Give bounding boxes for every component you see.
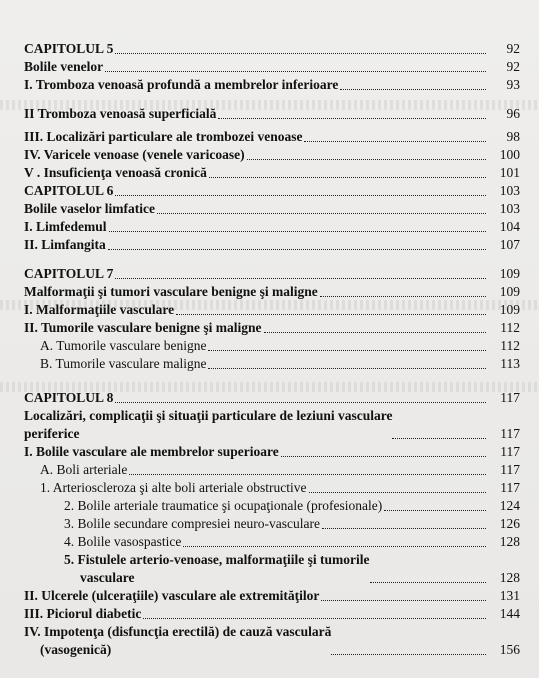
toc-entry-section	[24, 218, 520, 236]
toc-page-number: 92	[506, 41, 520, 56]
dot-leader	[129, 474, 486, 475]
toc-entry-label: II. Limfangita	[24, 237, 106, 252]
toc-entry-label	[24, 551, 370, 587]
toc-entry-label: B. Tumorile vasculare maligne	[40, 356, 207, 371]
toc-page-number: 131	[499, 588, 520, 603]
toc-page-number: 112	[500, 320, 520, 335]
toc-entry-label: II. Tumorile vasculare benigne şi maligne	[24, 320, 262, 335]
toc-page-number: 100	[499, 147, 520, 162]
dot-leader	[183, 546, 486, 547]
toc-entry-label: I. Limfedemul	[24, 219, 107, 234]
toc-entry-label: Bolile vaselor limfatice	[24, 201, 155, 216]
toc-page-number: 101	[499, 165, 520, 180]
toc-entry-label: 1. Arterioscleroza şi alte boli arteriale obstructive	[40, 480, 307, 495]
toc-entry-section	[24, 76, 520, 94]
toc-page-number: 109	[499, 266, 520, 281]
toc-entry-label: 2. Bolile arteriale traumatice şi ocupaţionale (profesionale)	[64, 498, 383, 513]
toc-entry-chapter-title	[24, 200, 520, 218]
toc-page-number: 128	[499, 570, 520, 585]
toc-entry-subsection	[24, 479, 520, 497]
toc-entry-label: A. Tumorile vasculare benigne	[40, 338, 207, 353]
toc-entry-label: I. Bolile vasculare ale membrelor superioare	[24, 444, 279, 459]
toc-entry-section	[24, 301, 520, 319]
dot-leader	[384, 510, 486, 511]
toc-entry-label: IV. Varicele venoase (venele varicoase)	[24, 147, 245, 162]
toc-entry-label-line2: vasculare	[80, 570, 135, 585]
dot-leader	[105, 71, 486, 72]
toc-entry-chapter	[24, 40, 520, 58]
toc-page-number: 113	[500, 356, 520, 371]
toc-page-number: 126	[499, 516, 520, 531]
dot-leader	[208, 350, 486, 351]
toc-page-number: 96	[506, 106, 520, 121]
dot-leader	[209, 177, 486, 178]
toc-page-number: 112	[500, 338, 520, 353]
dot-leader	[304, 141, 486, 142]
toc-entry-chapter	[24, 389, 520, 407]
dot-leader	[320, 296, 486, 297]
dot-leader	[115, 195, 486, 196]
toc-page-number: 109	[499, 284, 520, 299]
toc-entry-label-line1: IV. Impotenţa (disfuncţia erectilă) de cauză vasculară	[24, 624, 332, 639]
dot-leader	[264, 332, 486, 333]
toc-page-number: 98	[506, 129, 520, 144]
toc-entry-chapter	[24, 265, 520, 283]
dot-leader	[115, 278, 486, 279]
toc-page-number: 92	[506, 59, 520, 74]
dot-leader	[370, 582, 486, 583]
toc-entry-label	[24, 623, 331, 659]
toc-page-number: 107	[499, 237, 520, 252]
toc-entry-label	[24, 407, 392, 443]
toc-page-number: 103	[499, 201, 520, 216]
dot-leader	[115, 53, 486, 54]
toc-entry-label: Malformaţii şi tumori vasculare benigne şi maligne	[24, 284, 318, 299]
toc-entry-section	[24, 605, 520, 623]
toc-entry-label: CAPITOLUL 6	[24, 183, 114, 198]
toc-entry-section	[24, 164, 520, 182]
toc-entry-label-line2: (vasogenică)	[40, 642, 112, 657]
toc-entry-subsubsection	[24, 533, 520, 551]
dot-leader	[218, 118, 486, 119]
dot-leader	[208, 368, 486, 369]
toc-entry-subsubsection	[24, 515, 520, 533]
toc-entry-subsection	[24, 355, 520, 373]
toc-entry-subsection	[24, 337, 520, 355]
toc-entry-subsubsection	[24, 497, 520, 515]
toc-page-number: 124	[499, 498, 520, 513]
toc-entry-section	[24, 128, 520, 146]
toc-entry-label: II. Ulcerele (ulceraţiile) vasculare ale extremităţilor	[24, 588, 320, 603]
table-of-contents	[24, 40, 520, 659]
toc-page-number: 117	[500, 480, 520, 495]
dot-leader	[331, 654, 486, 655]
toc-page-number: 128	[499, 534, 520, 549]
dot-leader	[109, 231, 487, 232]
toc-entry-label-line1: Localizări, complicaţii şi situaţii particulare de leziuni vasculare	[24, 408, 393, 423]
toc-entry-label: III. Piciorul diabetic	[24, 606, 142, 621]
dot-leader	[157, 213, 486, 214]
toc-entry-label: CAPITOLUL 5	[24, 41, 114, 56]
toc-page-number: 109	[499, 302, 520, 317]
toc-entry-section	[24, 587, 520, 605]
toc-entry-chapter-title	[24, 58, 520, 76]
toc-entry-label: CAPITOLUL 7	[24, 266, 114, 281]
toc-entry-section	[24, 443, 520, 461]
toc-entry-label: III. Localizări particulare ale trombozei venoase	[24, 129, 303, 144]
toc-entry-label: 4. Bolile vasospastice	[64, 534, 182, 549]
toc-page-number: 117	[500, 444, 520, 459]
toc-page-number: 103	[499, 183, 520, 198]
toc-entry-section	[24, 319, 520, 337]
dot-leader	[143, 618, 486, 619]
dot-leader	[309, 492, 486, 493]
toc-page-number: 117	[500, 390, 520, 405]
toc-entry-label: V . Insuficienţa venoasă cronică	[24, 165, 207, 180]
toc-page-number: 104	[499, 219, 520, 234]
toc-entry-section	[24, 623, 520, 659]
toc-entry-section	[24, 236, 520, 254]
toc-entry-label: Bolile venelor	[24, 59, 104, 74]
toc-entry-label-line2: periferice	[24, 426, 80, 441]
toc-entry-label-line1: 5. Fistulele arterio-venoase, malformaţiile şi tumorile	[64, 552, 370, 567]
toc-entry-chapter	[24, 182, 520, 200]
dot-leader	[392, 438, 486, 439]
toc-entry-section	[24, 105, 520, 123]
toc-page-number: 117	[500, 426, 520, 441]
toc-page-number: 144	[499, 606, 520, 621]
toc-page-number: 156	[499, 642, 520, 657]
dot-leader	[247, 159, 486, 160]
dot-leader	[281, 456, 486, 457]
toc-entry-section	[24, 146, 520, 164]
dot-leader	[115, 402, 486, 403]
dot-leader	[108, 249, 486, 250]
toc-page-number: 93	[506, 77, 520, 92]
dot-leader	[176, 314, 486, 315]
toc-entry-subsection	[24, 461, 520, 479]
toc-entry-chapter-title	[24, 407, 520, 443]
toc-entry-label: CAPITOLUL 8	[24, 390, 114, 405]
toc-entry-chapter-title	[24, 283, 520, 301]
dot-leader	[322, 528, 486, 529]
toc-entry-label: II Tromboza venoasă superficială	[24, 106, 217, 121]
toc-entry-label: I. Malformaţiile vasculare	[24, 302, 175, 317]
dot-leader	[340, 89, 486, 90]
toc-entry-label: 3. Bolile secundare compresiei neuro-vasculare	[64, 516, 321, 531]
toc-entry-label: I. Tromboza venoasă profundă a membrelor inferioare	[24, 77, 339, 92]
dot-leader	[321, 600, 486, 601]
toc-entry-subsubsection	[24, 551, 520, 587]
toc-page-number: 117	[500, 462, 520, 477]
toc-entry-label: A. Boli arteriale	[40, 462, 128, 477]
